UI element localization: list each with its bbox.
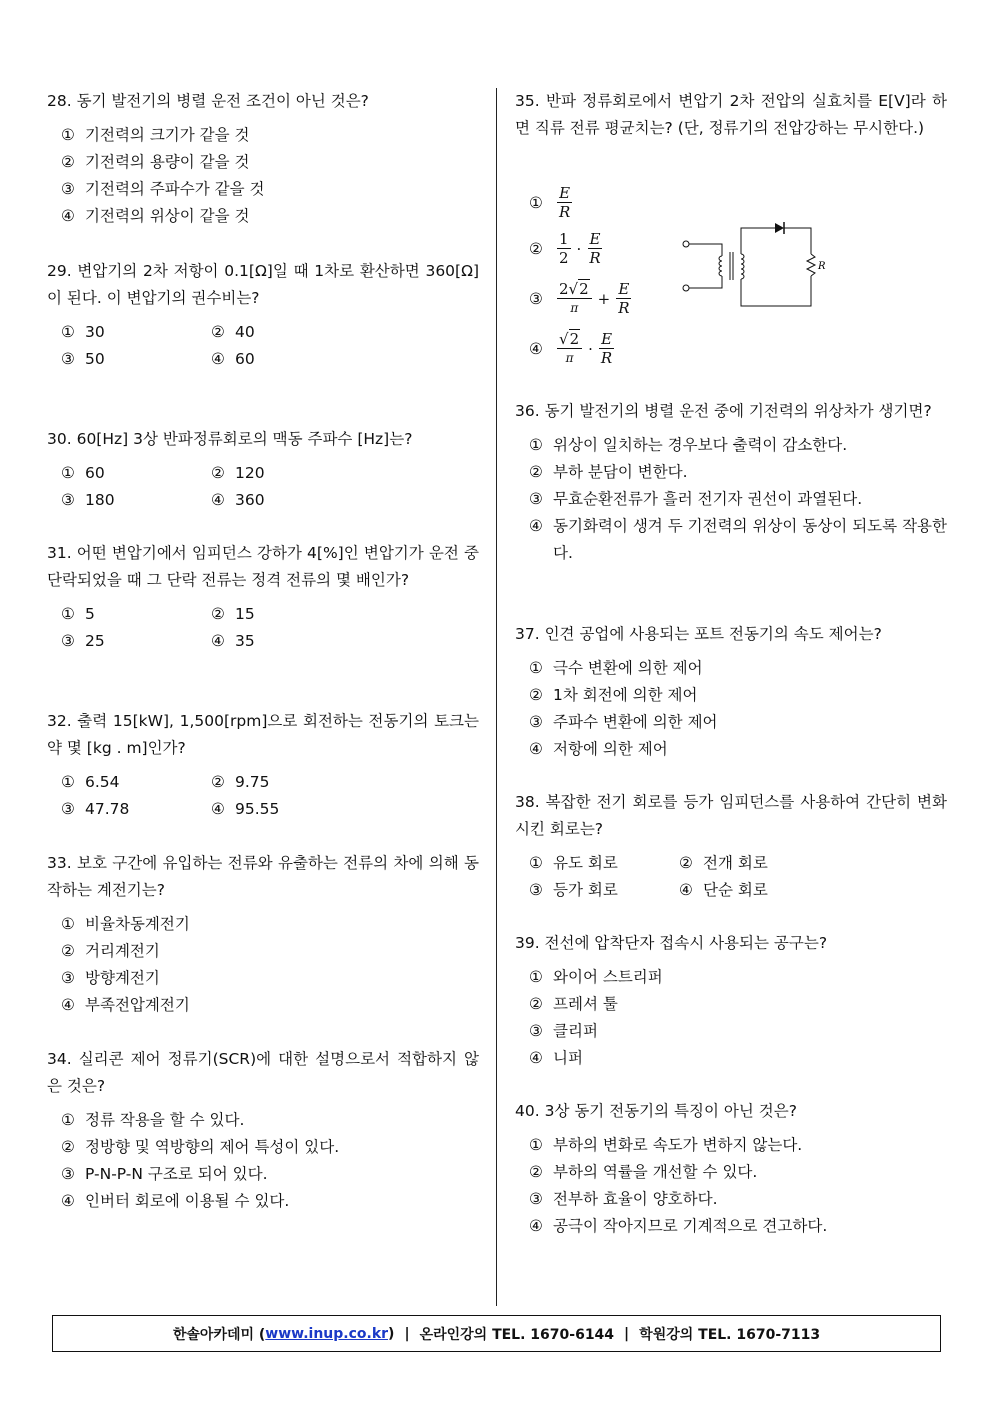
question-34 [47,1046,479,1215]
resistor-icon [807,254,815,276]
question-stem: 28. 동기 발전기의 병렬 운전 조건이 아닌 것은? [47,92,369,110]
option-4[interactable]: ④ 저항에 의한 제어 [529,740,668,758]
options [515,850,947,904]
question-29 [47,258,479,373]
question-40 [515,1098,947,1240]
option-1[interactable]: ① $\frac{E}{R}$ [529,184,571,221]
question-stem: 38. 복잡한 전기 회로를 등가 임피던스를 사용하여 간단히 변화시킨 회로는? [515,793,947,838]
secondary-coil-icon [741,254,744,279]
option-1[interactable]: ① 유도 회로 [529,854,618,872]
fraction-e-over-r: $\frac{E}{R}$ [589,230,601,267]
separator: | [404,1325,410,1342]
option-3[interactable]: ③ 주파수 변환에 의한 제어 [529,713,718,731]
question-31 [47,540,479,655]
half-wave-rectifier-diagram [675,218,835,314]
option-3[interactable]: ③ 180 [61,491,115,509]
option-2[interactable]: ② $\frac{1}{2}$ · $\frac{E}{R}$ [529,230,601,267]
separator: | [624,1325,630,1342]
option-3[interactable]: ③ 클리퍼 [529,1022,598,1040]
option-2[interactable]: ② 정방향 및 역방향의 제어 특성이 있다. [61,1138,340,1156]
website-link[interactable]: www.inup.co.kr [265,1325,389,1342]
question-stem: 40. 3상 동기 전동기의 특징이 아닌 것은? [515,1102,797,1120]
option-2[interactable]: ② 부하의 역률을 개선할 수 있다. [529,1163,758,1181]
option-2[interactable]: ② 40 [211,323,255,341]
option-2[interactable]: ② 1차 회전에 의한 제어 [529,686,698,704]
question-stem: 37. 인견 공업에 사용되는 포트 전동기의 속도 제어는? [515,625,882,643]
question-36 [515,398,947,567]
option-1[interactable]: ① 6.54 [61,773,120,791]
options [515,432,947,567]
academy-name: 한솔아카데미 ( [172,1326,266,1343]
option-4[interactable]: ④ 기전력의 위상이 같을 것 [61,207,250,225]
option-4[interactable]: ④ 95.55 [211,800,280,818]
option-4[interactable]: ④ $\frac{√2}{\pi}$ · $\frac{E}{R}$ [529,330,613,367]
fraction-e-over-r: $\frac{E}{R}$ [618,280,630,317]
options [47,769,479,823]
option-1[interactable]: ① 부하의 변화로 속도가 변하지 않는다. [529,1136,803,1154]
option-2[interactable]: ② 기전력의 용량이 같을 것 [61,153,250,171]
question-39 [515,930,947,1072]
option-2[interactable]: ② 프레셔 툴 [529,995,618,1013]
option-4[interactable]: ④ 단순 회로 [679,881,768,899]
question-stem: 39. 전선에 압착단자 접속시 사용되는 공구는? [515,934,828,952]
option-2[interactable]: ② 15 [211,605,255,623]
question-28 [47,88,479,230]
question-35 [515,88,947,388]
options [47,1107,479,1215]
option-1[interactable]: ① 비율차동계전기 [61,915,190,933]
option-1[interactable]: ① 정류 작용을 할 수 있다. [61,1111,245,1129]
option-2[interactable]: ② 9.75 [211,773,270,791]
question-33 [47,850,479,1019]
options [47,122,479,230]
option-2[interactable]: ② 전개 회로 [679,854,768,872]
option-1[interactable]: ① 위상이 일치하는 경우보다 출력이 감소한다. [529,436,848,454]
option-3[interactable]: ③ P-N-P-N 구조로 되어 있다. [61,1165,268,1183]
fraction-half: $\frac{1}{2}$ [559,230,569,267]
fraction-e-over-r: $\frac{E}{R}$ [600,330,613,367]
question-stem: 34. 실리콘 제어 정류기(SCR)에 대한 설명으로서 적합하지 않은 것은? [47,1050,479,1095]
question-37 [515,621,947,763]
option-1[interactable]: ① 5 [61,605,95,623]
paren-close: ) [388,1325,395,1342]
resistor-label: R [818,261,826,272]
option-3[interactable]: ③ 무효순환전류가 흘러 전기자 권선이 과열된다. [529,490,863,508]
option-4[interactable]: ④ 35 [211,632,255,650]
question-stem: 30. 60[Hz] 3상 반파정류회로의 맥동 주파수 [Hz]는? [47,430,413,448]
option-2[interactable]: ② 120 [211,464,265,482]
option-1[interactable]: ① 30 [61,323,105,341]
options [515,655,947,763]
option-1[interactable]: ① 와이어 스트리퍼 [529,968,663,986]
question-stem: 33. 보호 구간에 유입하는 전류와 유출하는 전류의 차에 의해 동작하는 계전기는? [47,854,479,899]
options [47,911,479,1019]
option-1[interactable]: ① 60 [61,464,105,482]
option-1[interactable]: ① 기전력의 크기가 같을 것 [61,126,250,144]
fraction-e-over-r: $\frac{E}{R}$ [559,184,571,221]
option-4[interactable]: ④ 인버터 회로에 이용될 수 있다. [61,1192,290,1210]
question-stem: 31. 어떤 변압기에서 임피던스 강하가 4[%]인 변압기가 운전 중 단락되었을 때 그 단락 전류는 정격 전류의 몇 배인가? [47,544,479,589]
question-30 [47,426,479,514]
option-2[interactable]: ② 거리계전기 [61,942,160,960]
option-4[interactable]: ④ 360 [211,491,265,509]
question-stem: 29. 변압기의 2차 저항이 0.1[Ω]일 때 1차로 환산하면 360[Ω]이 된다. 이 변압기의 권수비는? [47,262,479,307]
diode-icon [775,223,784,233]
option-3[interactable]: ③ 47.78 [61,800,130,818]
question-stem: 36. 동기 발전기의 병렬 운전 중에 기전력의 위상차가 생기면? [515,402,932,420]
question-stem: 35. 반파 정류회로에서 변압기 2차 전압의 실효치를 E[V]라 하면 직류 전류 평균치는? (단, 정류기의 전압강하는 무시한다.) [515,92,947,137]
question-38 [515,789,947,904]
option-3[interactable]: ③ 50 [61,350,105,368]
option-3[interactable]: ③ 전부하 효율이 양호하다. [529,1190,718,1208]
options [47,601,479,655]
option-3[interactable]: ③ $\frac{2√2}{\pi}$ + $\frac{E}{R}$ [529,280,630,317]
option-3[interactable]: ③ 25 [61,632,105,650]
footer-banner [52,1315,941,1352]
options [47,460,479,514]
question-32 [47,708,479,823]
option-1[interactable]: ① 극수 변환에 의한 제어 [529,659,703,677]
option-4[interactable]: ④ 니퍼 [529,1049,583,1067]
academy-lecture-phone: 학원강의 TEL. 1670-7113 [639,1326,821,1343]
options [515,1132,947,1240]
option-4[interactable]: ④ 60 [211,350,255,368]
option-3[interactable]: ③ 기전력의 주파수가 같을 것 [61,180,265,198]
options [515,964,947,1072]
option-4[interactable]: ④ 부족전압계전기 [61,996,190,1014]
option-3[interactable]: ③ 등가 회로 [529,881,618,899]
option-4[interactable]: ④ 공극이 작아지므로 기계적으로 견고하다. [529,1217,828,1235]
column-divider [496,88,497,1306]
fraction-root-two-over-pi: $\frac{√2}{\pi}$ [557,330,582,367]
option-3[interactable]: ③ 방향계전기 [61,969,160,987]
option-4[interactable]: ④ 동기화력이 생겨 두 기전력의 위상이 동상이 되도록 작용한다. [529,517,947,562]
question-stem: 32. 출력 15[kW], 1,500[rpm]으로 회전하는 전동기의 토크는 약 몇 [kg . m]인가? [47,712,479,757]
online-lecture-phone: 온라인강의 TEL. 1670-6144 [419,1326,615,1343]
primary-coil-icon [719,256,722,276]
option-2[interactable]: ② 부하 분담이 변한다. [529,463,688,481]
options [47,319,479,373]
fraction-two-root-two-over-pi: $\frac{2√2}{\pi}$ [557,280,592,317]
